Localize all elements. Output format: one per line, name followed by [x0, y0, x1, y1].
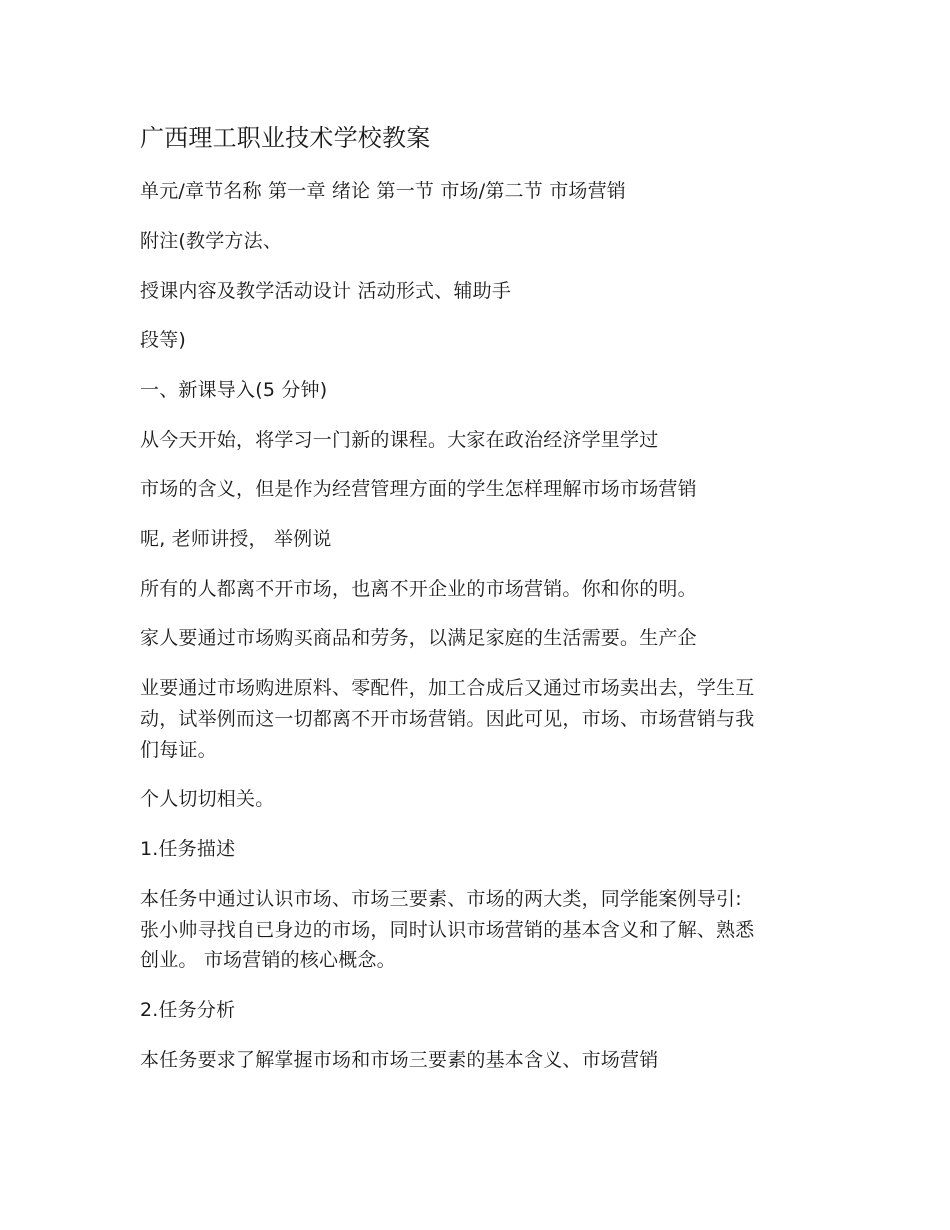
text-line: 呢, 老师讲授， 举例说 [140, 528, 332, 550]
text-line: 附注(教学方法、 [140, 230, 283, 252]
text-line: 动，试举例而这一切都离不开市场营销。因此可见，市场、市场营销与我 [140, 708, 755, 730]
text-line: 单元/章节名称 第一章 绪论 第一节 市场/第二节 市场营销 [140, 180, 627, 202]
text-line: 市场的含义，但是作为经营管理方面的学生怎样理解市场市场营销 [140, 478, 697, 500]
text-line: 本任务中通过认识市场、市场三要素、市场的两大类，同学能案例导引: [140, 888, 742, 910]
document-title: 广西理工职业技术学校教案 [140, 124, 431, 152]
section-heading: 一、新课导入(5 分钟) [140, 379, 328, 401]
text-line: 家人要通过市场购买商品和劳务，以满足家庭的生活需要。生产企 [140, 627, 697, 649]
text-line: 业要通过市场购进原料、零配件，加工合成后又通过市场卖出去，学生互 [140, 677, 755, 699]
section-heading: 1.任务描述 [140, 838, 236, 860]
text-line: 所有的人都离不开市场，也离不开企业的市场营销。你和你的明。 [140, 578, 697, 600]
text-line: 从今天开始，将学习一门新的课程。大家在政治经济学里学过 [140, 429, 659, 451]
text-line: 个人切切相关。 [140, 788, 275, 810]
text-line: 创业。 市场营销的核心概念。 [140, 949, 396, 971]
text-line: 们每证。 [140, 739, 217, 761]
text-line: 段等) [140, 329, 187, 351]
section-heading: 2.任务分析 [140, 999, 236, 1021]
text-line: 授课内容及教学活动设计 活动形式、辅助手 [140, 280, 512, 302]
text-line: 张小帅寻找自已身边的市场，同时认识市场营销的基本含义和了解、熟悉 [140, 919, 755, 941]
text-line: 本任务要求了解掌握市场和市场三要素的基本含义、市场营销 [140, 1049, 659, 1071]
